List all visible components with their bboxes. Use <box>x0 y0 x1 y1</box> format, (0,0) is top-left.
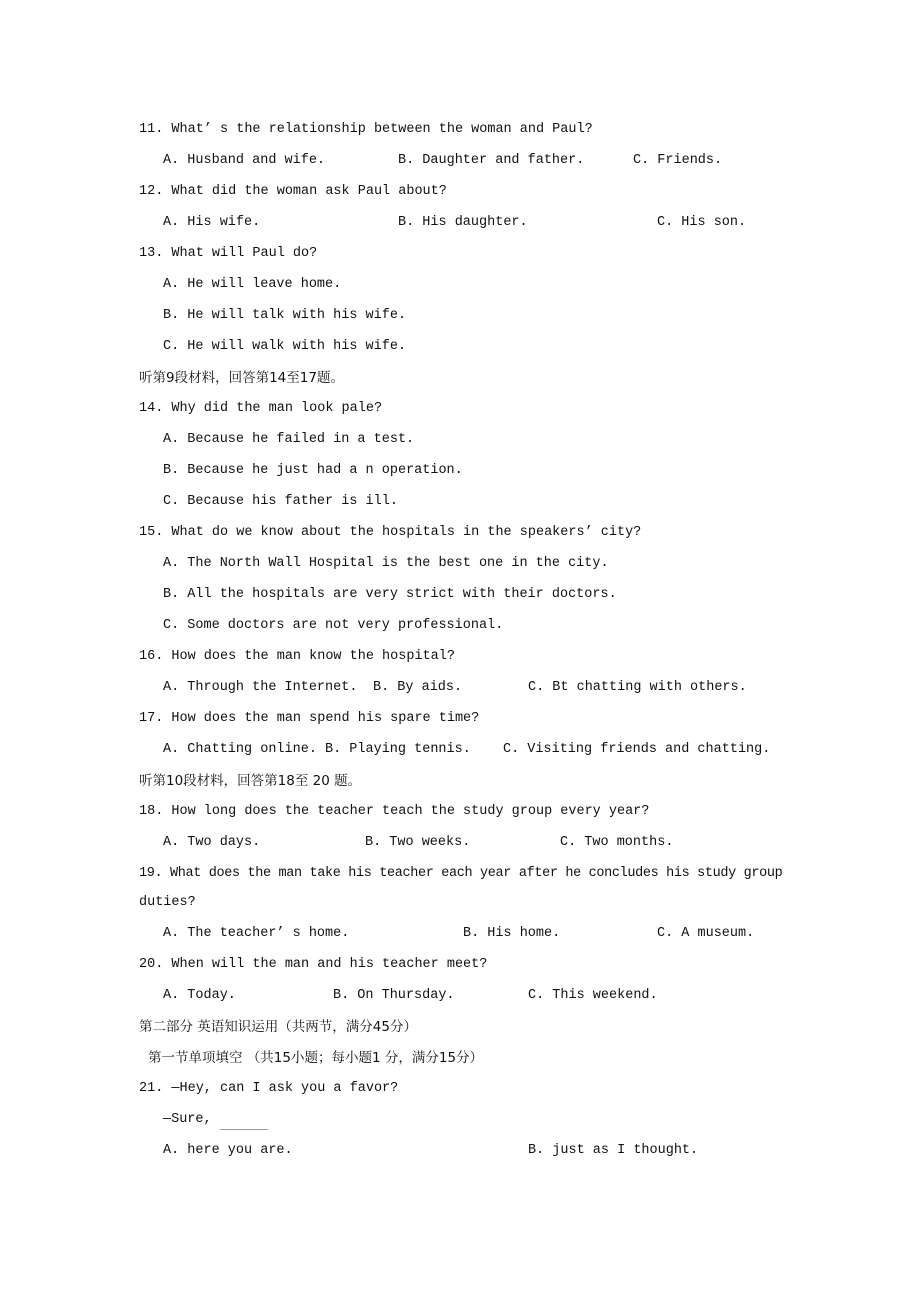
question-19-continued: duties? <box>139 895 196 910</box>
option-12a: A. His wife. <box>163 215 261 230</box>
option-11b: B. Daughter and father. <box>398 153 585 168</box>
option-19c: C. A museum. <box>657 926 755 941</box>
option-16c: C. Bt chatting with others. <box>528 680 747 695</box>
option-17c: C. Visiting friends and chatting. <box>503 742 771 757</box>
option-11c: C. Friends. <box>633 153 723 168</box>
question-17: 17. How does the man spend his spare time? <box>139 711 480 726</box>
option-18a: A. Two days. <box>163 835 261 850</box>
option-19b: B. His home. <box>463 926 561 941</box>
option-14c: C. Because his father is ill. <box>163 494 398 509</box>
option-15c: C. Some doctors are not very professional. <box>163 618 504 633</box>
question-11: 11. What’ s the relationship between the woman and Paul? <box>139 122 593 137</box>
option-16a: A. Through the Internet. <box>163 680 358 695</box>
option-20c: C. This weekend. <box>528 988 658 1003</box>
option-18c: C. Two months. <box>560 835 674 850</box>
option-13a: A. He will leave home. <box>163 277 342 292</box>
question-19: 19. What does the man take his teacher each year after he concludes his study group <box>139 866 783 881</box>
option-12b: B. His daughter. <box>398 215 528 230</box>
part-2-section-1-heading: 第一节单项填空 （共15小题；每小题1 分，满分15分） <box>148 1050 484 1066</box>
option-15b: B. All the hospitals are very strict with their doctors. <box>163 587 617 602</box>
option-13b: B. He will talk with his wife. <box>163 308 407 323</box>
option-18b: B. Two weeks. <box>365 835 471 850</box>
option-12c: C. His son. <box>657 215 747 230</box>
section-10-heading: 听第10段材料，回答第18至 20 题。 <box>139 773 362 789</box>
option-15a: A. The North Wall Hospital is the best one in the city. <box>163 556 609 571</box>
question-15: 15. What do we know about the hospitals in the speakers’ city? <box>139 525 642 540</box>
question-14: 14. Why did the man look pale? <box>139 401 383 416</box>
option-14b: B. Because he just had a n operation. <box>163 463 463 478</box>
option-19a: A. The teacher’ s home. <box>163 926 350 941</box>
question-21-reply <box>163 1110 268 1130</box>
question-12: 12. What did the woman ask Paul about? <box>139 184 447 199</box>
option-20b: B. On Thursday. <box>333 988 455 1003</box>
option-21b: B. just as I thought. <box>528 1143 699 1158</box>
answer-blank <box>220 1115 268 1130</box>
question-16: 16. How does the man know the hospital? <box>139 649 455 664</box>
option-17a: A. Chatting online. <box>163 742 317 757</box>
section-9-heading: 听第9段材料，回答第14至17题。 <box>139 370 344 386</box>
option-13c: C. He will walk with his wife. <box>163 339 407 354</box>
question-13: 13. What will Paul do? <box>139 246 318 261</box>
option-11a: A. Husband and wife. <box>163 153 326 168</box>
part-2-heading: 第二部分 英语知识运用（共两节，满分45分） <box>139 1019 417 1035</box>
option-21a: A. here you are. <box>163 1143 293 1158</box>
option-17b: B. Playing tennis. <box>325 742 471 757</box>
question-21: 21. —Hey, can I ask you a favor? <box>139 1081 399 1096</box>
question-18: 18. How long does the teacher teach the study group every year? <box>139 804 650 819</box>
option-16b: B. By aids. <box>373 680 463 695</box>
option-20a: A. Today. <box>163 988 236 1003</box>
option-14a: A. Because he failed in a test. <box>163 432 415 447</box>
reply-text: —Sure, <box>163 1112 212 1127</box>
question-20: 20. When will the man and his teacher meet? <box>139 957 488 972</box>
